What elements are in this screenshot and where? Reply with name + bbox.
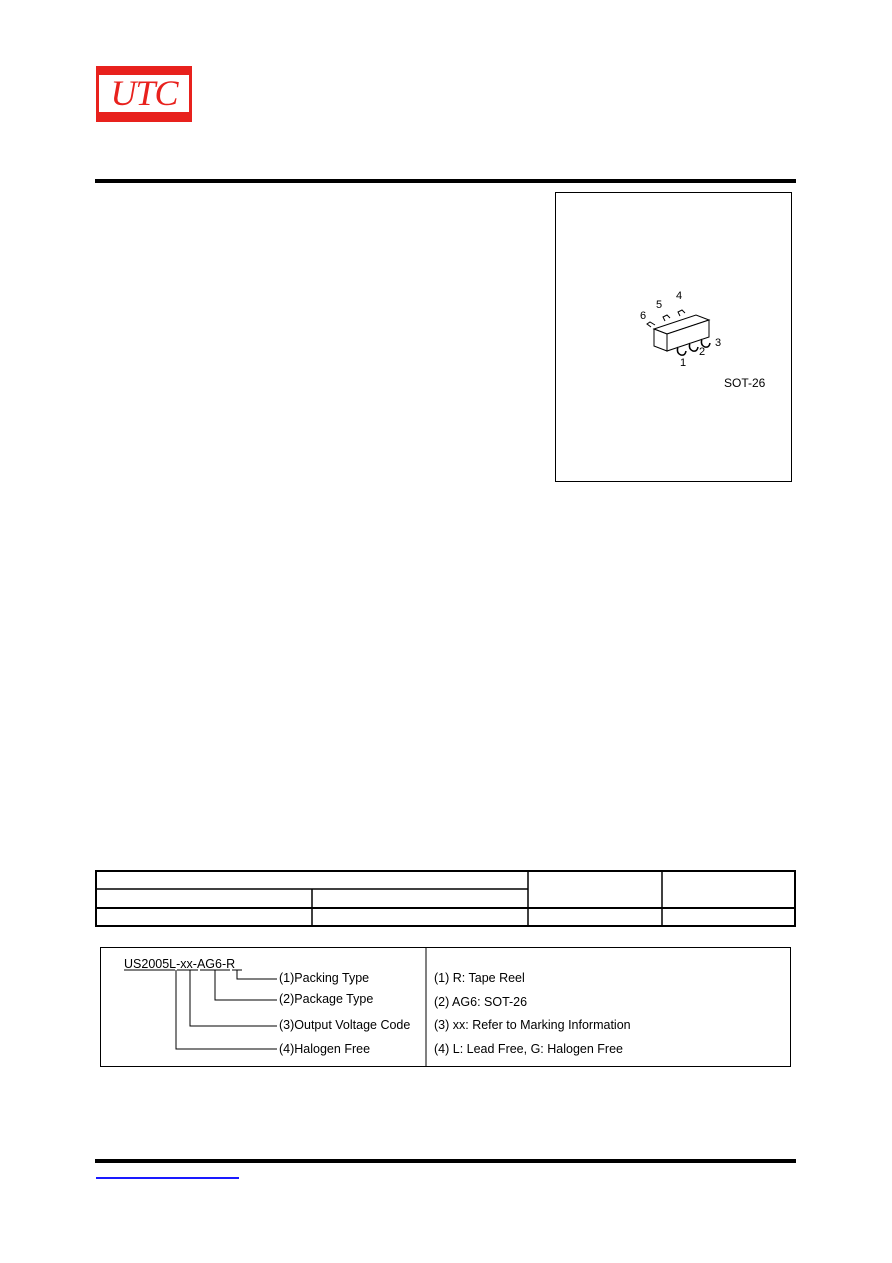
part-number: US2005L-xx-AG6-R [124,957,236,971]
field-meaning-halogen-free: (4) L: Lead Free, G: Halogen Free [434,1042,623,1056]
field-label-output-voltage-code: (3)Output Voltage Code [279,1018,411,1032]
pin-label-6: 6 [640,310,647,322]
field-meaning-packing-type: (1) R: Tape Reel [434,971,525,985]
field-label-package-type: (2)Package Type [279,992,374,1006]
pin-label-3: 3 [715,337,722,349]
utc-logo [96,66,192,122]
field-meaning-output-voltage-code: (3) xx: Refer to Marking Information [434,1018,631,1032]
sot26-package-drawing [556,193,791,481]
footer-rule [95,1159,796,1163]
header-rule [95,179,796,183]
part-number-decode-box [100,947,791,1067]
package-illustration-box [555,192,792,482]
field-label-halogen-free: (4)Halogen Free [279,1042,371,1056]
field-meaning-package-type: (2) AG6: SOT-26 [434,995,528,1009]
pin-label-5: 5 [656,299,663,311]
pin-label-1: 1 [680,357,687,369]
pin-label-2: 2 [699,346,706,358]
field-label-packing-type: (1)Packing Type [279,971,370,985]
pin-label-4: 4 [676,290,683,302]
package-name: SOT-26 [724,376,766,390]
logo-text: UTC [110,73,178,113]
ordering-table [95,870,796,927]
footer-website-link[interactable] [96,1177,239,1179]
